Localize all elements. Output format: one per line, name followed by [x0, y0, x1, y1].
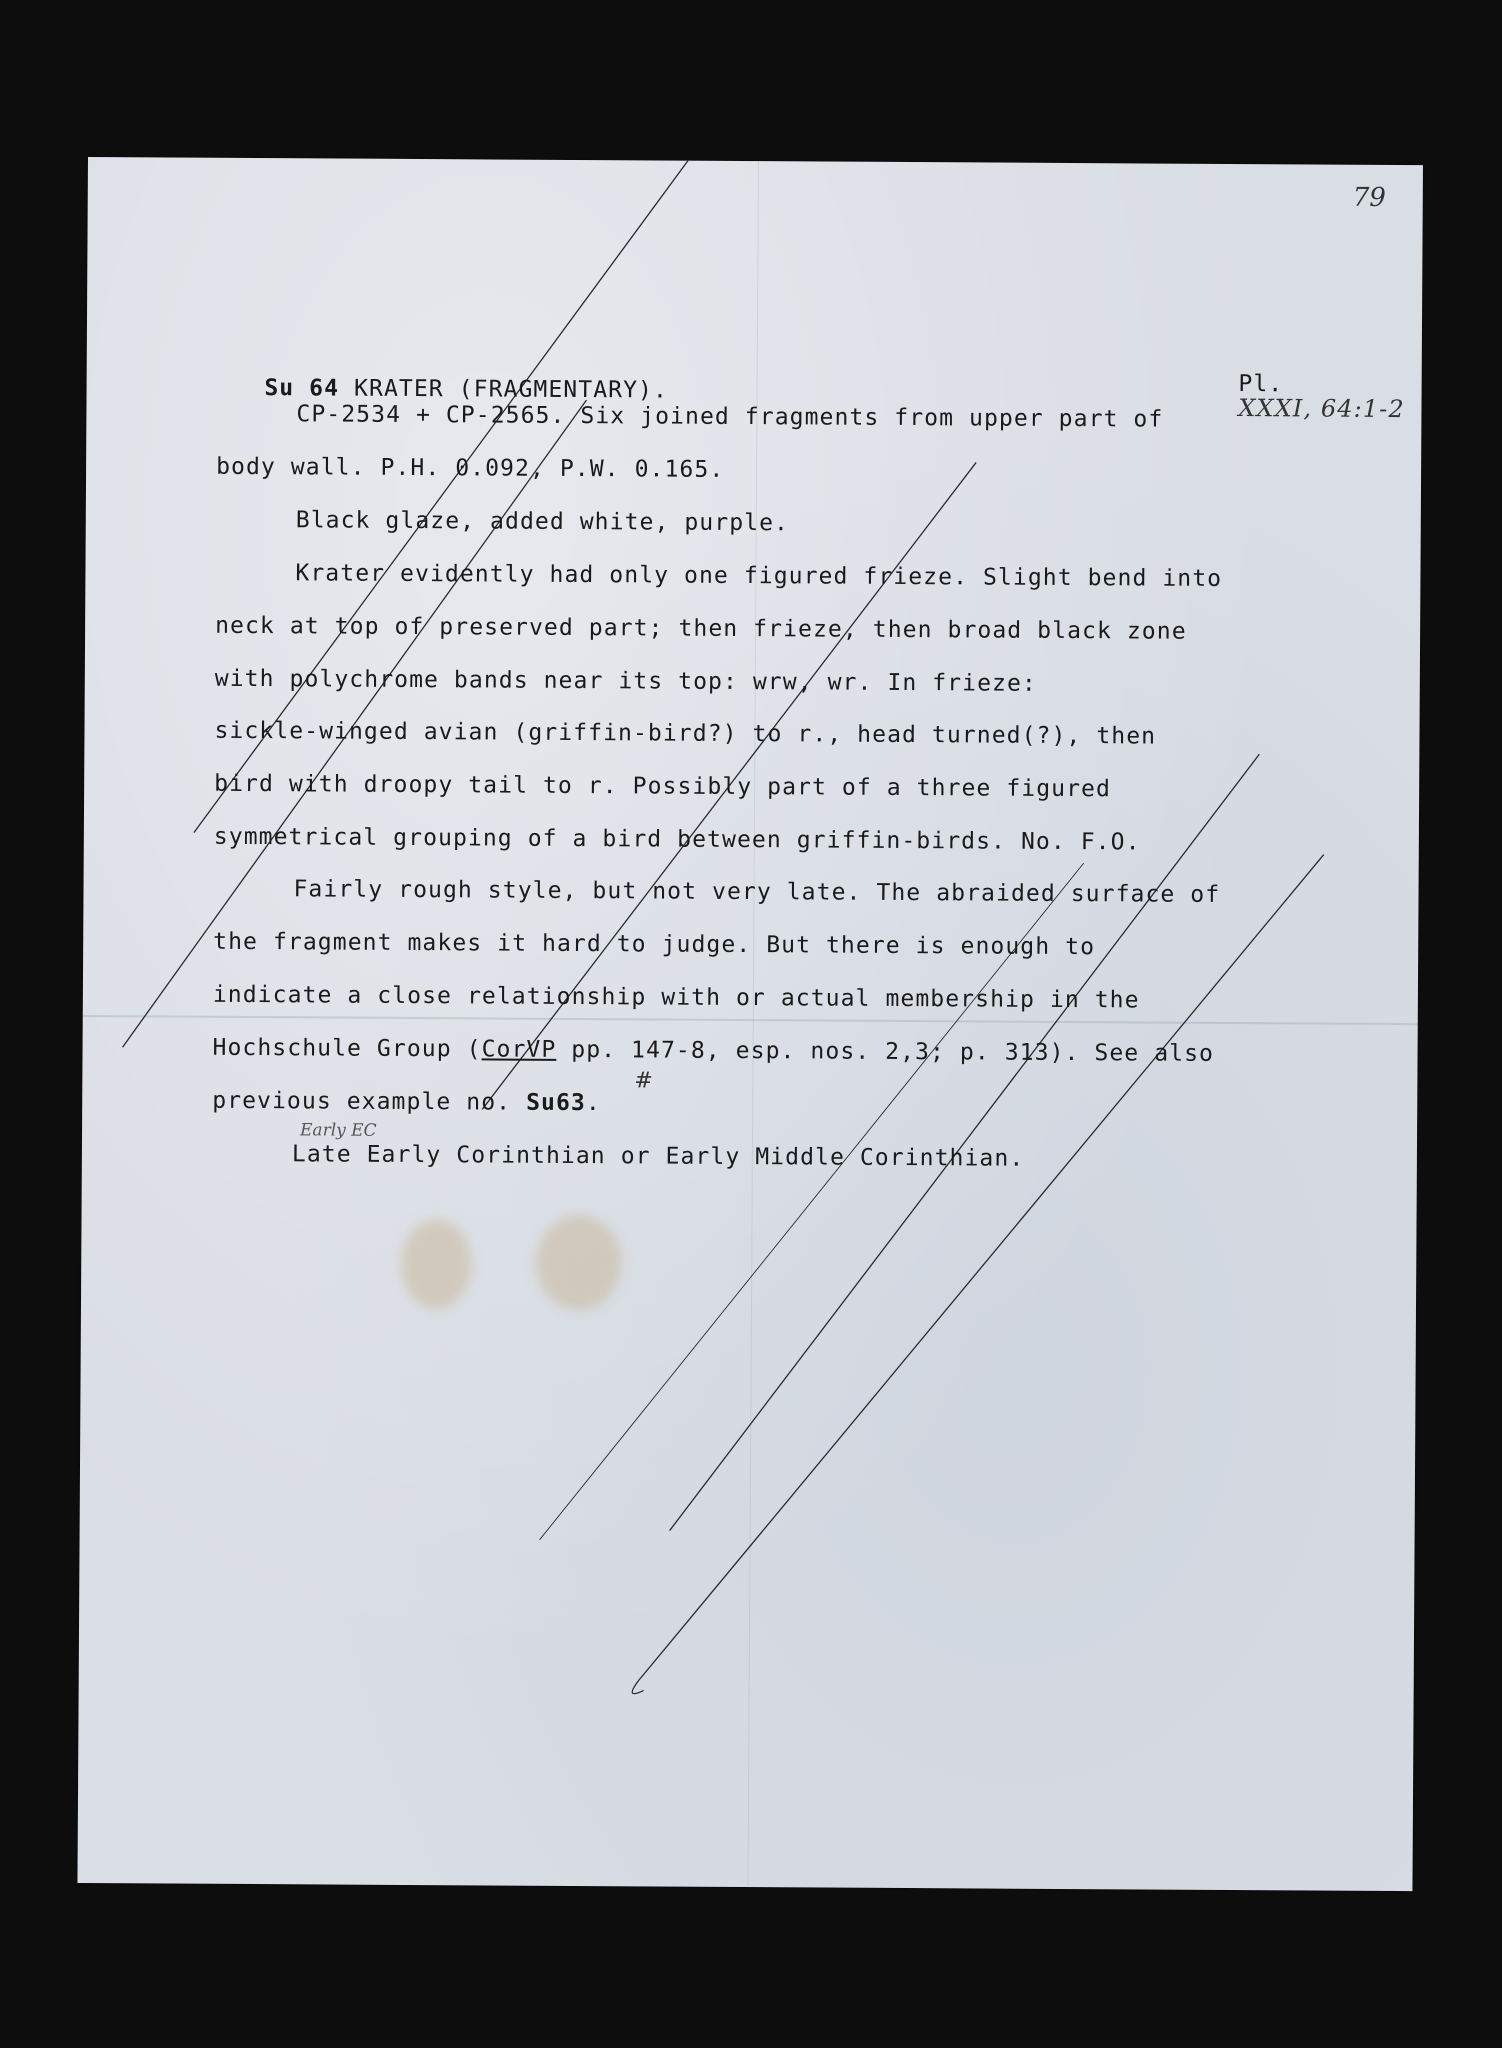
- margin-note-handwritten: Early EC: [299, 1120, 377, 1141]
- entry-title: KRATER (FRAGMENTARY).: [354, 375, 669, 404]
- line13-part-a: Hochschule Group (: [212, 1034, 482, 1063]
- insert-mark: #: [634, 1068, 653, 1094]
- stain-right: [536, 1215, 622, 1311]
- body-line-1: CP-2534 + CP-2565. Six joined fragments from upper part of: [296, 401, 1164, 433]
- line13-part-c: pp. 147-8, esp. nos. 2,3; p. 313). See also: [556, 1036, 1215, 1067]
- body-line-2: body wall. P.H. 0.092, P.W. 0.165.: [216, 453, 725, 483]
- stain-left: [401, 1219, 472, 1309]
- body-line-7: sickle-winged avian (griffin-bird?) to r., head turned(?), then: [214, 717, 1157, 750]
- body-line-12: indicate a close relationship with or actual membership in the: [212, 981, 1140, 1014]
- entry-id: Su 64: [264, 375, 340, 402]
- body-line-4: Krater evidently had only one figured frieze. Slight bend into: [295, 560, 1223, 592]
- cross-reference-su63: Su63: [526, 1089, 586, 1117]
- plate-ref-handwritten: XXXI, 64:1-2: [1238, 394, 1405, 424]
- body-line-5: neck at top of preserved part; then frieze, then broad black zone: [215, 612, 1187, 645]
- body-line-10: Fairly rough style, but not very late. The abraided surface of: [293, 876, 1221, 908]
- body-line-9: symmetrical grouping of a bird between griffin-birds. No. F.O.: [213, 823, 1141, 856]
- plate-reference: [1178, 350, 1405, 445]
- body-line-8: bird with droopy tail to r. Possibly part of a three figured: [214, 770, 1112, 803]
- document-page: [77, 157, 1423, 1891]
- line14-part-a: previous example no.: [212, 1087, 527, 1116]
- body-line-6: with polychrome bands near its top: wrw, wr. In frieze:: [214, 665, 1037, 697]
- body-line-11: the fragment makes it hard to judge. But there is enough to: [213, 928, 1096, 961]
- page-number-handwritten: 79: [1352, 182, 1386, 213]
- body-line-15: Late Early Corinthian or Early Middle Corinthian.: [291, 1141, 1025, 1172]
- corvp-reference: CorVP: [481, 1036, 557, 1063]
- body-line-3: Black glaze, added white, purple.: [295, 507, 790, 537]
- body-line-14: [212, 1087, 601, 1117]
- plate-prefix: Pl.: [1238, 371, 1284, 398]
- horizontal-fold: [83, 1015, 1418, 1025]
- body-line-13: [212, 1034, 1215, 1067]
- line14-part-c: .: [585, 1090, 601, 1117]
